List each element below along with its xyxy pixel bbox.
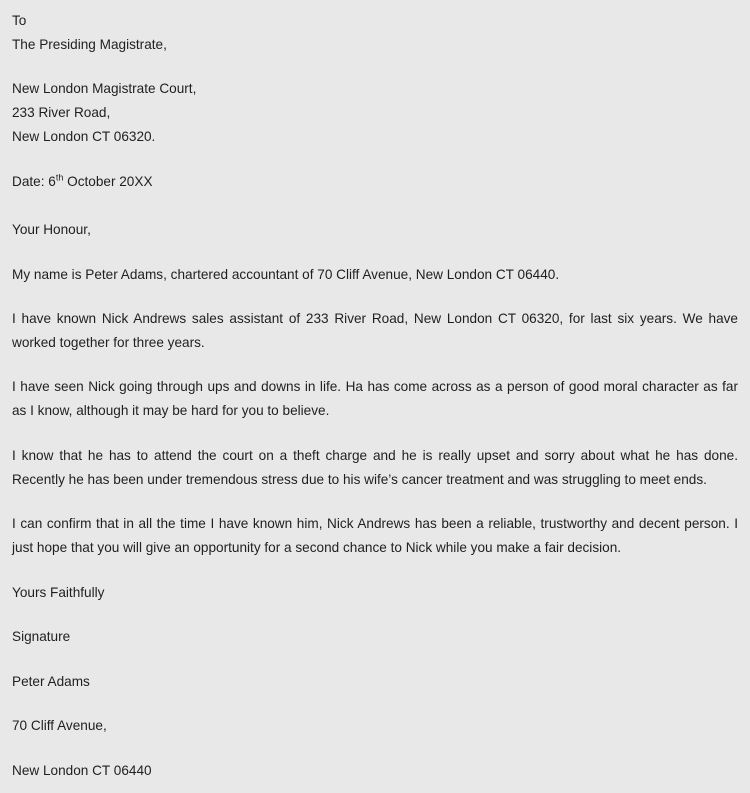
recipient-title: The Presiding Magistrate, (12, 37, 167, 52)
recipient-city: New London CT 06320. (12, 129, 156, 144)
paragraph-intro: My name is Peter Adams, chartered accountant of 70 Cliff Avenue, New London CT 06440. (12, 267, 560, 282)
paragraph-known: I have known Nick Andrews sales assistant of 233 River Road, New London CT 06320, for last six years. We have worked together for three years. (12, 311, 738, 350)
sign-off: Yours Faithfully (12, 585, 105, 600)
date-ordinal: th (55, 172, 64, 183)
salutation: Your Honour, (12, 222, 91, 237)
sender-street: 70 Cliff Avenue, (12, 718, 107, 733)
recipient-court: New London Magistrate Court, (12, 81, 197, 96)
recipient-to: To (12, 13, 27, 28)
letter-date (12, 173, 153, 191)
sender-name: Peter Adams (12, 674, 90, 689)
date-prefix: Date: 6 (12, 174, 56, 189)
paragraph-confirm: I can confirm that in all the time I have known him, Nick Andrews has been a reliable, trustworthy and decent person. I just hope that you will give an opportunity for a second chance to Nick while you make a fair decision. (12, 516, 738, 555)
sender-city: New London CT 06440 (12, 763, 152, 778)
paragraph-character: I have seen Nick going through ups and downs in life. Ha has come across as a person of good moral character as far as I know, although it may be hard for you to believe. (12, 379, 738, 418)
paragraph-situation: I know that he has to attend the court on a theft charge and he is really upset and sorry about what he has done. Recently he has been under tremendous stress due to his wife’s cancer treatment and was struggling to meet ends. (12, 448, 738, 487)
recipient-street: 233 River Road, (12, 105, 111, 120)
signature-label: Signature (12, 629, 71, 644)
date-rest: October 20XX (63, 174, 153, 189)
